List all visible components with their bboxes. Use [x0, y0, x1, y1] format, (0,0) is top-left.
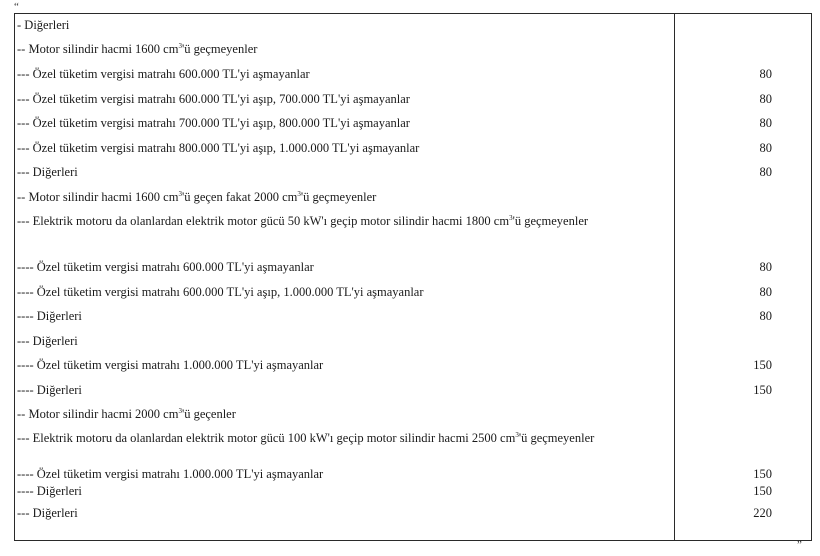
row-description: --- Özel tüketim vergisi matrahı 800.000 TL'yi aşıp, 1.000.000 TL'yi aşmayanlar [17, 141, 420, 155]
row-rate: 150 [753, 358, 772, 372]
row-description: ---- Diğerleri [17, 484, 82, 498]
row-description: ---- Özel tüketim vergisi matrahı 1.000.000 TL'yi aşmayanlar [17, 467, 324, 481]
row-rate: 80 [759, 285, 772, 299]
row-rate: 80 [759, 260, 772, 274]
tariff-table [14, 13, 812, 541]
row-rate: 220 [753, 506, 772, 520]
row-rate: 150 [753, 383, 772, 397]
row-description: --- Özel tüketim vergisi matrahı 600.000 TL'yi aşıp, 700.000 TL'yi aşmayanlar [17, 92, 410, 106]
row-description: --- Özel tüketim vergisi matrahı 600.000 TL'yi aşmayanlar [17, 67, 310, 81]
row-description: --- Elektrik motoru da olanlardan elektrik motor gücü 100 kW'ı geçip motor silindir hacmi 2500 $cm^3'ü$ geçmeyenler [17, 431, 595, 445]
opening-quote-mark: “ [14, 1, 19, 13]
row-description: --- Diğerleri [17, 506, 78, 520]
row-description: --- Diğerleri [17, 165, 78, 179]
row-description: ---- Özel tüketim vergisi matrahı 1.000.000 TL'yi aşmayanlar [17, 358, 324, 372]
row-description: ---- Özel tüketim vergisi matrahı 600.000 TL'yi aşmayanlar [17, 260, 314, 274]
row-rate: 80 [759, 141, 772, 155]
row-rate: 80 [759, 165, 772, 179]
row-description: ---- Özel tüketim vergisi matrahı 600.000 TL'yi aşıp, 1.000.000 TL'yi aşmayanlar [17, 285, 424, 299]
row-rate: 80 [759, 309, 772, 323]
row-rate: 80 [759, 92, 772, 106]
row-description: --- Elektrik motoru da olanlardan elektrik motor gücü 50 kW'ı geçip motor silindir hacmi 1800 $cm^3'ü$ geçmeyenler [17, 214, 589, 228]
row-description: -- Motor silindir hacmi 1600 $cm^3'ü$ geçmeyenler [17, 42, 258, 56]
row-description: ---- Diğerleri [17, 383, 82, 397]
row-description: - Diğerleri [17, 18, 70, 32]
row-description: ---- Diğerleri [17, 309, 82, 323]
row-rate: 80 [759, 116, 772, 130]
row-rate: 150 [753, 484, 772, 498]
row-rate: 80 [759, 67, 772, 81]
row-description: --- Diğerleri [17, 334, 78, 348]
row-description: -- Motor silindir hacmi 2000 $cm^3'ü$ geçenler [17, 407, 236, 421]
closing-quote-mark: ” [797, 539, 802, 551]
row-description: --- Özel tüketim vergisi matrahı 700.000 TL'yi aşıp, 800.000 TL'yi aşmayanlar [17, 116, 410, 130]
row-rate: 150 [753, 467, 772, 481]
row-description: -- Motor silindir hacmi 1600 $cm^3'ü$ geçen fakat 2000 $cm^3'ü$ geçmeyenler [17, 190, 377, 204]
